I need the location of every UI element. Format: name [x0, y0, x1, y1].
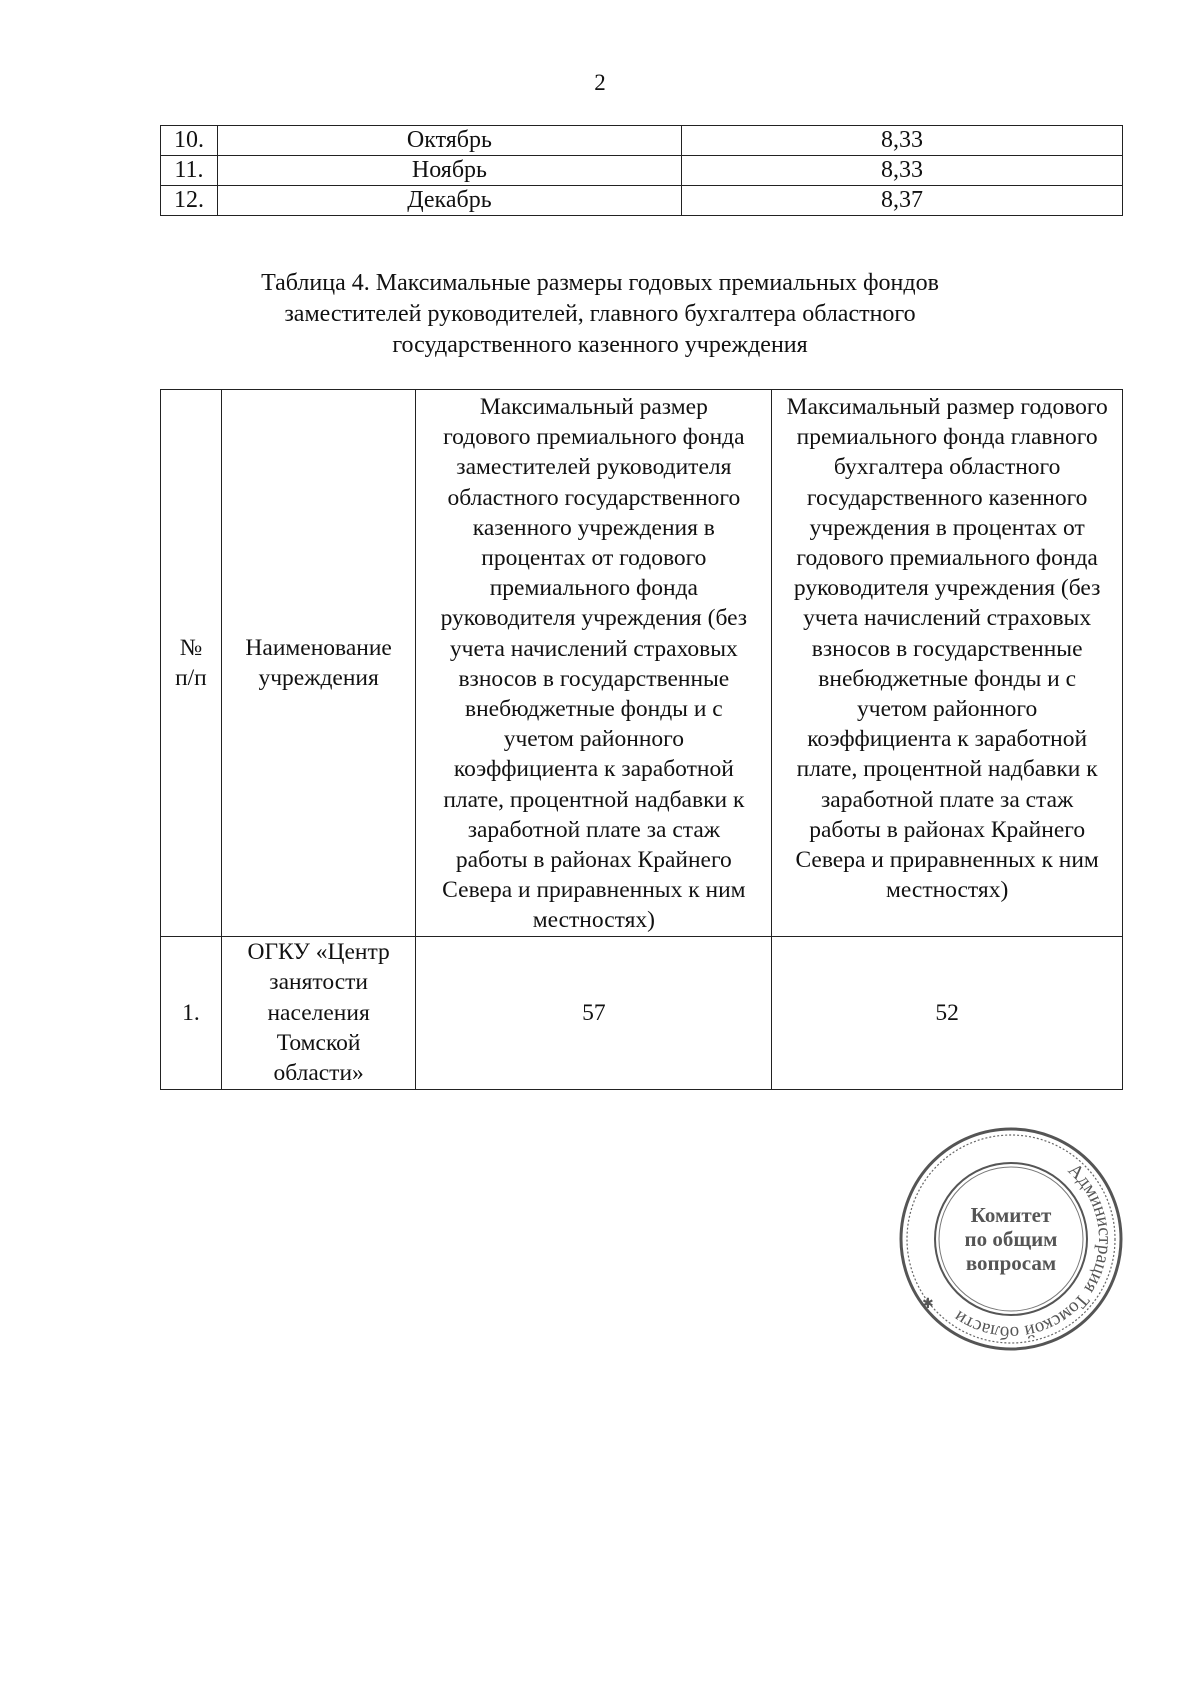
seal-inner-line: вопросам	[965, 1251, 1057, 1275]
header-name	[221, 390, 416, 937]
seal-inner-line: по общим	[964, 1227, 1058, 1251]
bonus-fund-table	[160, 389, 1123, 1090]
month-name: Декабрь	[217, 186, 681, 216]
table-title-line: Таблица 4. Максимальные размеры годовых премиальных фондов	[261, 270, 939, 296]
institution-name-text: ОГКУ «Центр занятости населения Томской области»	[247, 939, 390, 1086]
row-number: 10.	[161, 126, 218, 156]
row-number: 11.	[161, 156, 218, 186]
institution-name	[221, 936, 416, 1089]
official-seal	[898, 1126, 1124, 1352]
months-table	[160, 125, 1123, 216]
header-row	[161, 390, 1123, 937]
month-name: Октябрь	[217, 126, 681, 156]
row-number: 12.	[161, 186, 218, 216]
deputies-value: 57	[416, 936, 772, 1089]
seal-star-icon: ✱	[922, 1297, 934, 1312]
header-num	[161, 390, 222, 937]
header-deputies	[416, 390, 772, 937]
month-value: 8,37	[681, 186, 1122, 216]
table-title-line: заместителей руководителей, главного бухгалтера областного	[284, 301, 916, 327]
page-number: 2	[594, 70, 606, 95]
month-value: 8,33	[681, 156, 1122, 186]
row-number: 1.	[161, 936, 222, 1089]
header-accountant	[772, 390, 1123, 937]
table-row	[161, 936, 1123, 1089]
month-value: 8,33	[681, 126, 1122, 156]
table-row	[161, 156, 1123, 186]
seal-inner-line: Комитет	[970, 1203, 1052, 1227]
table-row	[161, 126, 1123, 156]
table-row	[161, 186, 1123, 216]
header-deputies-text: Максимальный размер годового премиального фонда заместителей руководителя областного государственного казенного учреждения в процентах от годового премиального фонда руководителя учреждения (без учета начислений страховых взносов в государственные внебюджетные фонды и с учетом районного коэффициента к заработной плате, процентной надбавки к заработной плате за стаж работы в районах Крайнего Севера и приравненных к ним местностях)	[440, 394, 748, 934]
header-accountant-text: Максимальный размер годового премиального фонда главного бухгалтера областного государственного казенного учреждения в процентах от годового премиального фонда руководителя учреждения (без учета начислений страховых взносов в государственные внебюджетные фонды и с учетом районного коэффициента к заработной плате, процентной надбавки к заработной плате за стаж работы в районах Крайнего Севера и приравненных к ним местностях)	[786, 394, 1108, 904]
table-title-line: государственного казенного учреждения	[392, 332, 808, 358]
accountant-value: 52	[772, 936, 1123, 1089]
table-title	[200, 268, 1000, 361]
header-num-text: № п/п	[175, 634, 207, 691]
seal-outer-text: Администрация Томской области	[950, 1159, 1116, 1344]
header-name-text: Наименование учреждения	[245, 634, 392, 691]
month-name: Ноябрь	[217, 156, 681, 186]
